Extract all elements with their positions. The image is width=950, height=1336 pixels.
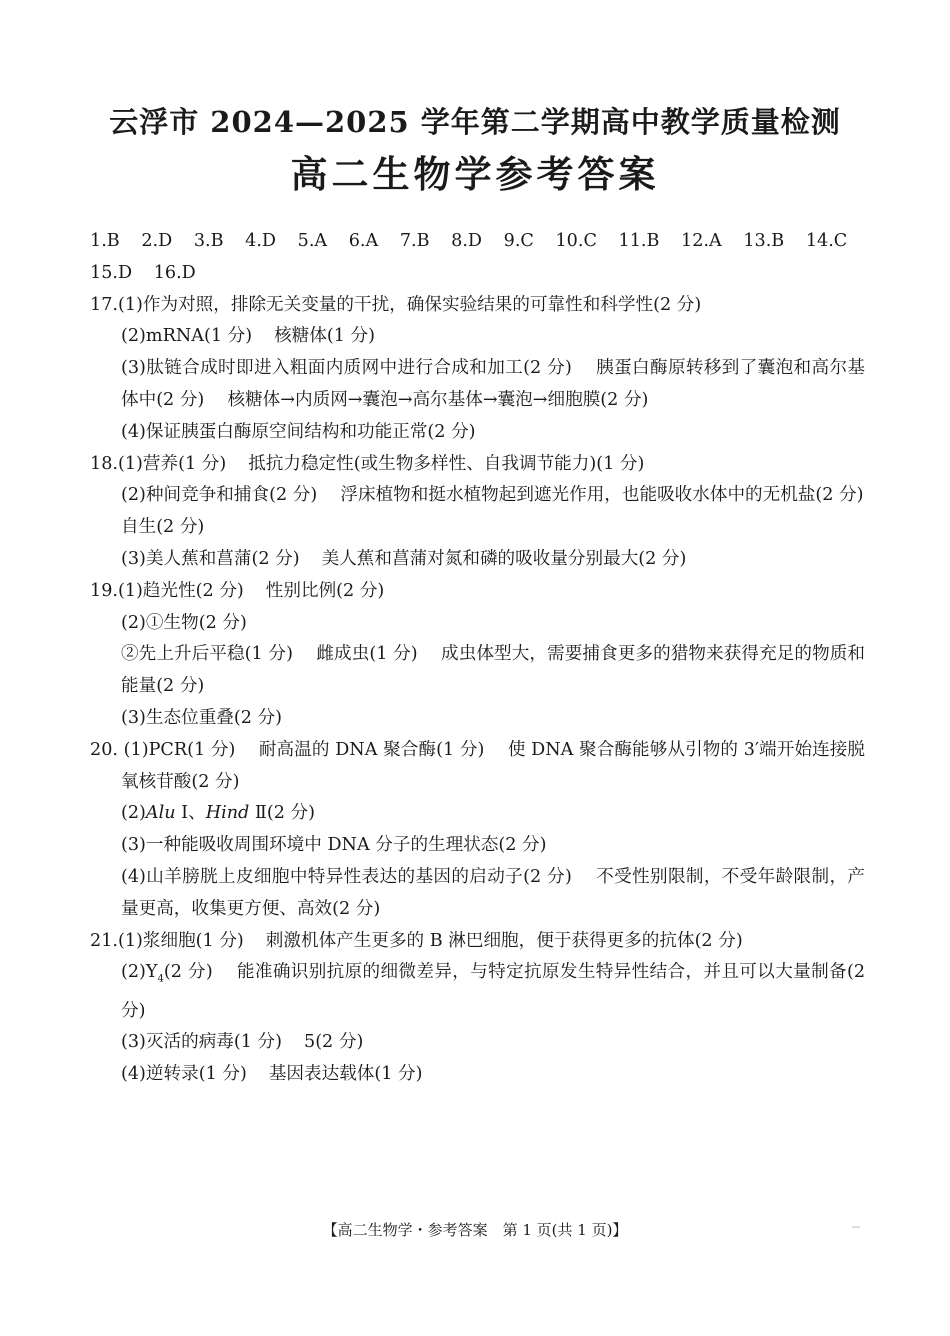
q20-part2 (90, 798, 865, 830)
q21-part4 (90, 1059, 865, 1091)
mc-answers-row-2 (90, 258, 865, 290)
q21-part3 (90, 1027, 865, 1059)
q21-part2-subscript: 4 (157, 973, 164, 985)
question-18 (90, 449, 865, 576)
mc-answer: 5.A (297, 231, 328, 251)
q20-part4 (90, 862, 865, 926)
mc-answers-row-1 (90, 226, 865, 258)
q17-part1: 17.(1)作为对照，排除无关变量的干扰，确保实验结果的可靠性和科学性(2 分) (90, 294, 702, 315)
q21-part2-score: (2 分) (163, 962, 213, 983)
q19-part2: (2)①生物(2 分) (121, 612, 247, 633)
mc-answer: 14.C (805, 231, 848, 251)
q19-part3: (3)生态位重叠(2 分) (121, 707, 282, 728)
q18-part3-answer-a: (3)美人蕉和菖蒲(2 分) (121, 548, 300, 569)
q17-part2-answer-a: (2)mRNA(1 分) (121, 326, 253, 347)
q21-part1-answer-b: 刺激机体产生更多的 B 淋巴细胞，便于获得更多的抗体(2 分) (265, 930, 743, 951)
q19-part1-answer-a: 19.(1)趋光性(2 分) (90, 580, 244, 601)
q17-part2 (90, 321, 865, 353)
q21-part4-answer-b: 基因表达载体(1 分) (268, 1064, 423, 1085)
q18-part2-answer-a: (2)种间竞争和捕食(2 分) (121, 485, 318, 506)
q19-part2-sub2 (90, 639, 865, 703)
q18-part2 (90, 480, 865, 544)
q20-part1-answer-c: 使 DNA 聚合酶能够从引物的 3′端开始连接脱氧核苷酸(2 分) (121, 739, 866, 792)
q20-part1-answer-a: 20. (1)PCR(1 分) (90, 739, 236, 760)
question-17 (90, 290, 865, 449)
q20-part1 (90, 735, 865, 799)
mc-answer: 10.C (555, 231, 597, 251)
mc-answer: 2.D (141, 231, 173, 251)
q20-part2-enzyme-hind: Hind (205, 803, 250, 824)
q18-part2-answer-b: 浮床植物和挺水植物起到遮光作用，也能吸收水体中的无机盐(2 分) (340, 485, 864, 506)
q18-part3-answer-b: 美人蕉和菖蒲对氮和磷的吸收量分别最大(2 分) (321, 548, 687, 569)
q19-part2-answer-b: 雌成虫(1 分) (316, 644, 418, 665)
q17-part3-answer-a: (3)肽链合成时即进入粗面内质网中进行合成和加工(2 分) (121, 358, 572, 379)
mc-answer: 6.A (348, 231, 379, 251)
q19-part1-answer-b: 性别比例(2 分) (265, 580, 385, 601)
q18-part3 (90, 544, 865, 576)
q17-part2-answer-b: 核糖体(1 分) (274, 326, 375, 347)
q19-part1 (90, 576, 865, 608)
page-footer: 【高二生物学・参考答案 第 1 页(共 1 页)】 (322, 1221, 628, 1239)
q18-part1 (90, 449, 865, 481)
q19-part2-answer-c: 成虫体型大，需要捕食更多的猎物来获得充足的物质和能量(2 分) (121, 644, 866, 697)
q17-part3-answer-b: 胰蛋白酶原转移到了囊泡和高尔基体中(2 分) (121, 358, 865, 410)
q20-part2-suffix: Ⅱ(2 分) (249, 803, 315, 824)
question-21 (90, 926, 865, 1092)
exam-title: 云浮市 2024—2025 学年第二学期高中教学质量检测 (109, 105, 841, 139)
mc-answer: 16.D (153, 262, 196, 283)
mc-answer: 12.A (681, 231, 722, 251)
q17-part3-answer-c: 核糖体→内质网→囊泡→高尔基体→囊泡→细胞膜(2 分) (227, 389, 649, 410)
mc-answer: 13.B (743, 231, 785, 251)
answer-key-title: 高二生物学参考答案 (290, 152, 660, 196)
q21-part2-prefix: (2)Y (121, 962, 158, 983)
q21-part2-answer-b: 能准确识别抗原的细微差异，与特定抗原发生特异性结合，并且可以大量制备(2 分) (121, 962, 866, 1021)
question-19 (90, 576, 865, 735)
answer-body (90, 226, 865, 1091)
q17-part3 (90, 353, 865, 417)
scan-mark (852, 1226, 860, 1228)
q21-part3-answer-b: 5(2 分) (304, 1032, 364, 1053)
q21-part1 (90, 926, 865, 958)
q18-part1-answer-b: 抵抗力稳定性(或生物多样性、自我调节能力)(1 分) (248, 453, 645, 474)
q19-part2-answer-a: ②先上升后平稳(1 分) (121, 644, 293, 665)
mc-answer: 7.B (399, 231, 430, 251)
q20-part1-answer-b: 耐高温的 DNA 聚合酶(1 分) (258, 739, 485, 760)
q21-part1-answer-a: 21.(1)浆细胞(1 分) (90, 930, 244, 951)
mc-answer: 8.D (451, 231, 483, 251)
q18-part2-answer-c: 自生(2 分) (121, 517, 205, 538)
mc-answer: 1.B (90, 231, 120, 251)
q21-part2 (90, 957, 865, 1027)
q21-part4-answer-a: (4)逆转录(1 分) (121, 1064, 247, 1085)
mc-answer: 9.C (503, 231, 534, 251)
q20-part2-enzyme-alu: Alu (145, 803, 176, 824)
mc-answer: 3.B (193, 231, 224, 251)
mc-answer: 15.D (90, 262, 133, 283)
question-20 (90, 735, 865, 926)
mc-answer: 11.B (618, 231, 660, 251)
q21-part3-answer-a: (3)灭活的病毒(1 分) (121, 1032, 282, 1053)
q20-part4-answer-a: (4)山羊膀胱上皮细胞中特异性表达的基因的启动子(2 分) (121, 866, 572, 887)
q20-part4-answer-b: 不受性别限制，不受年龄限制，产量更高，收集更方便、高效(2 分) (121, 866, 865, 919)
q20-part3: (3)一种能吸收周围环境中 DNA 分子的生理状态(2 分) (121, 835, 547, 856)
q17-part4: (4)保证胰蛋白酶原空间结构和功能正常(2 分) (121, 421, 476, 442)
mc-answer: 4.D (245, 231, 277, 251)
q20-part2-prefix: (2) (121, 803, 146, 824)
q20-part2-separator: Ⅰ、 (175, 803, 206, 824)
q18-part1-answer-a: 18.(1)营养(1 分) (90, 453, 227, 474)
